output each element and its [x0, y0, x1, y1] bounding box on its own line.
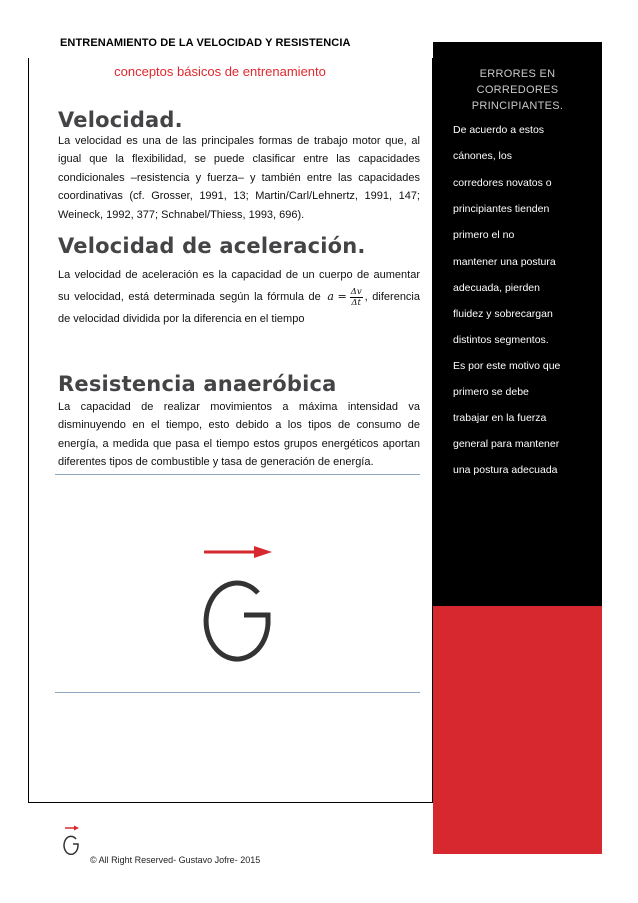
sidebar-text-line: fluidez y sobrecargan	[453, 308, 553, 320]
sidebar-text-line: distintos segmentos.	[453, 334, 549, 346]
heading-velocidad-aceleracion: Velocidad de aceleración.	[58, 234, 366, 258]
sidebar-text-line: primero el no	[453, 229, 515, 241]
document-header-title: ENTRENAMIENTO DE LA VELOCIDAD Y RESISTENCIA	[60, 37, 351, 49]
paragraph-aceleracion-text-after: , diferencia de velocidad dividida por la diferencia en el tiempo	[58, 291, 420, 326]
formula-fraction	[350, 287, 363, 308]
sidebar-text-line: primero se debe	[453, 386, 529, 398]
logo-arrow-icon	[196, 543, 286, 663]
formula-numerator: Δv	[350, 286, 362, 297]
sidebar-text-line: principiantes tienden	[453, 203, 550, 215]
sidebar-text-line: cánones, los	[453, 150, 512, 162]
sidebar-heading	[433, 66, 602, 114]
sidebar-text-line: general para mantener	[453, 438, 560, 450]
footer-logo-icon	[62, 825, 82, 855]
sidebar-text-line: trabajar en la fuerza	[453, 412, 547, 424]
heading-resistencia-anaerobica: Resistencia anaeróbica	[58, 372, 337, 396]
divider-bottom	[55, 692, 420, 693]
acceleration-formula	[327, 286, 362, 308]
heading-velocidad: Velocidad.	[58, 108, 183, 132]
sidebar-text-line: mantener una postura	[453, 256, 556, 268]
sidebar-text-line: Es por este motivo que	[453, 360, 561, 372]
sidebar-heading-line: ERRORES EN	[479, 68, 556, 80]
paragraph-velocidad: La velocidad es una de las principales formas de trabajo motor que, al igual que la flexibilidad, se puede clasificar entre las capacidades condicionales –resistencia y fuerza– y también entre las capacidades coordinativas (cf. Grosser, 1991, 13; Martin/Carl/Lehnertz, 1991, 147; Weineck, 1992, 377; Schnabel/Thiess, 1993, 696).	[58, 135, 420, 221]
section-subtitle: conceptos básicos de entrenamiento	[114, 64, 326, 79]
formula-denominator: Δt	[351, 297, 361, 308]
sidebar-heading-line: CORREDORES	[476, 84, 559, 96]
paragraph-velocidad-aceleracion	[58, 264, 420, 330]
sidebar-heading-line: PRINCIPIANTES.	[471, 100, 564, 112]
divider-top	[55, 474, 420, 475]
sidebar-text-line: corredores novatos o	[453, 177, 552, 189]
paragraph-resistencia-anaerobica: La capacidad de realizar movimientos a máxima intensidad va disminuyendo en el tiempo, esto debido a los tipos de consumo de energía, a medida que pasa el tiempo estos grupos energéticos aportan diferentes tipos de combustible y tasa de generación de energía.	[58, 401, 420, 469]
sidebar-text-line: adecuada, pierden	[453, 282, 540, 294]
formula-lhs: a =	[327, 290, 347, 304]
paragraph-aceleracion-text-before: La velocidad de aceleración es la capacidad de un cuerpo de aumentar su velocidad, está determinada según la fórmula de	[58, 269, 420, 303]
footer-copyright: © All Right Reserved- Gustavo Jofre- 2015	[90, 855, 261, 865]
sidebar-red-panel	[433, 606, 602, 854]
sidebar-text-line: De acuerdo a estos	[453, 124, 545, 136]
sidebar-text-line: una postura adecuada	[453, 464, 558, 476]
